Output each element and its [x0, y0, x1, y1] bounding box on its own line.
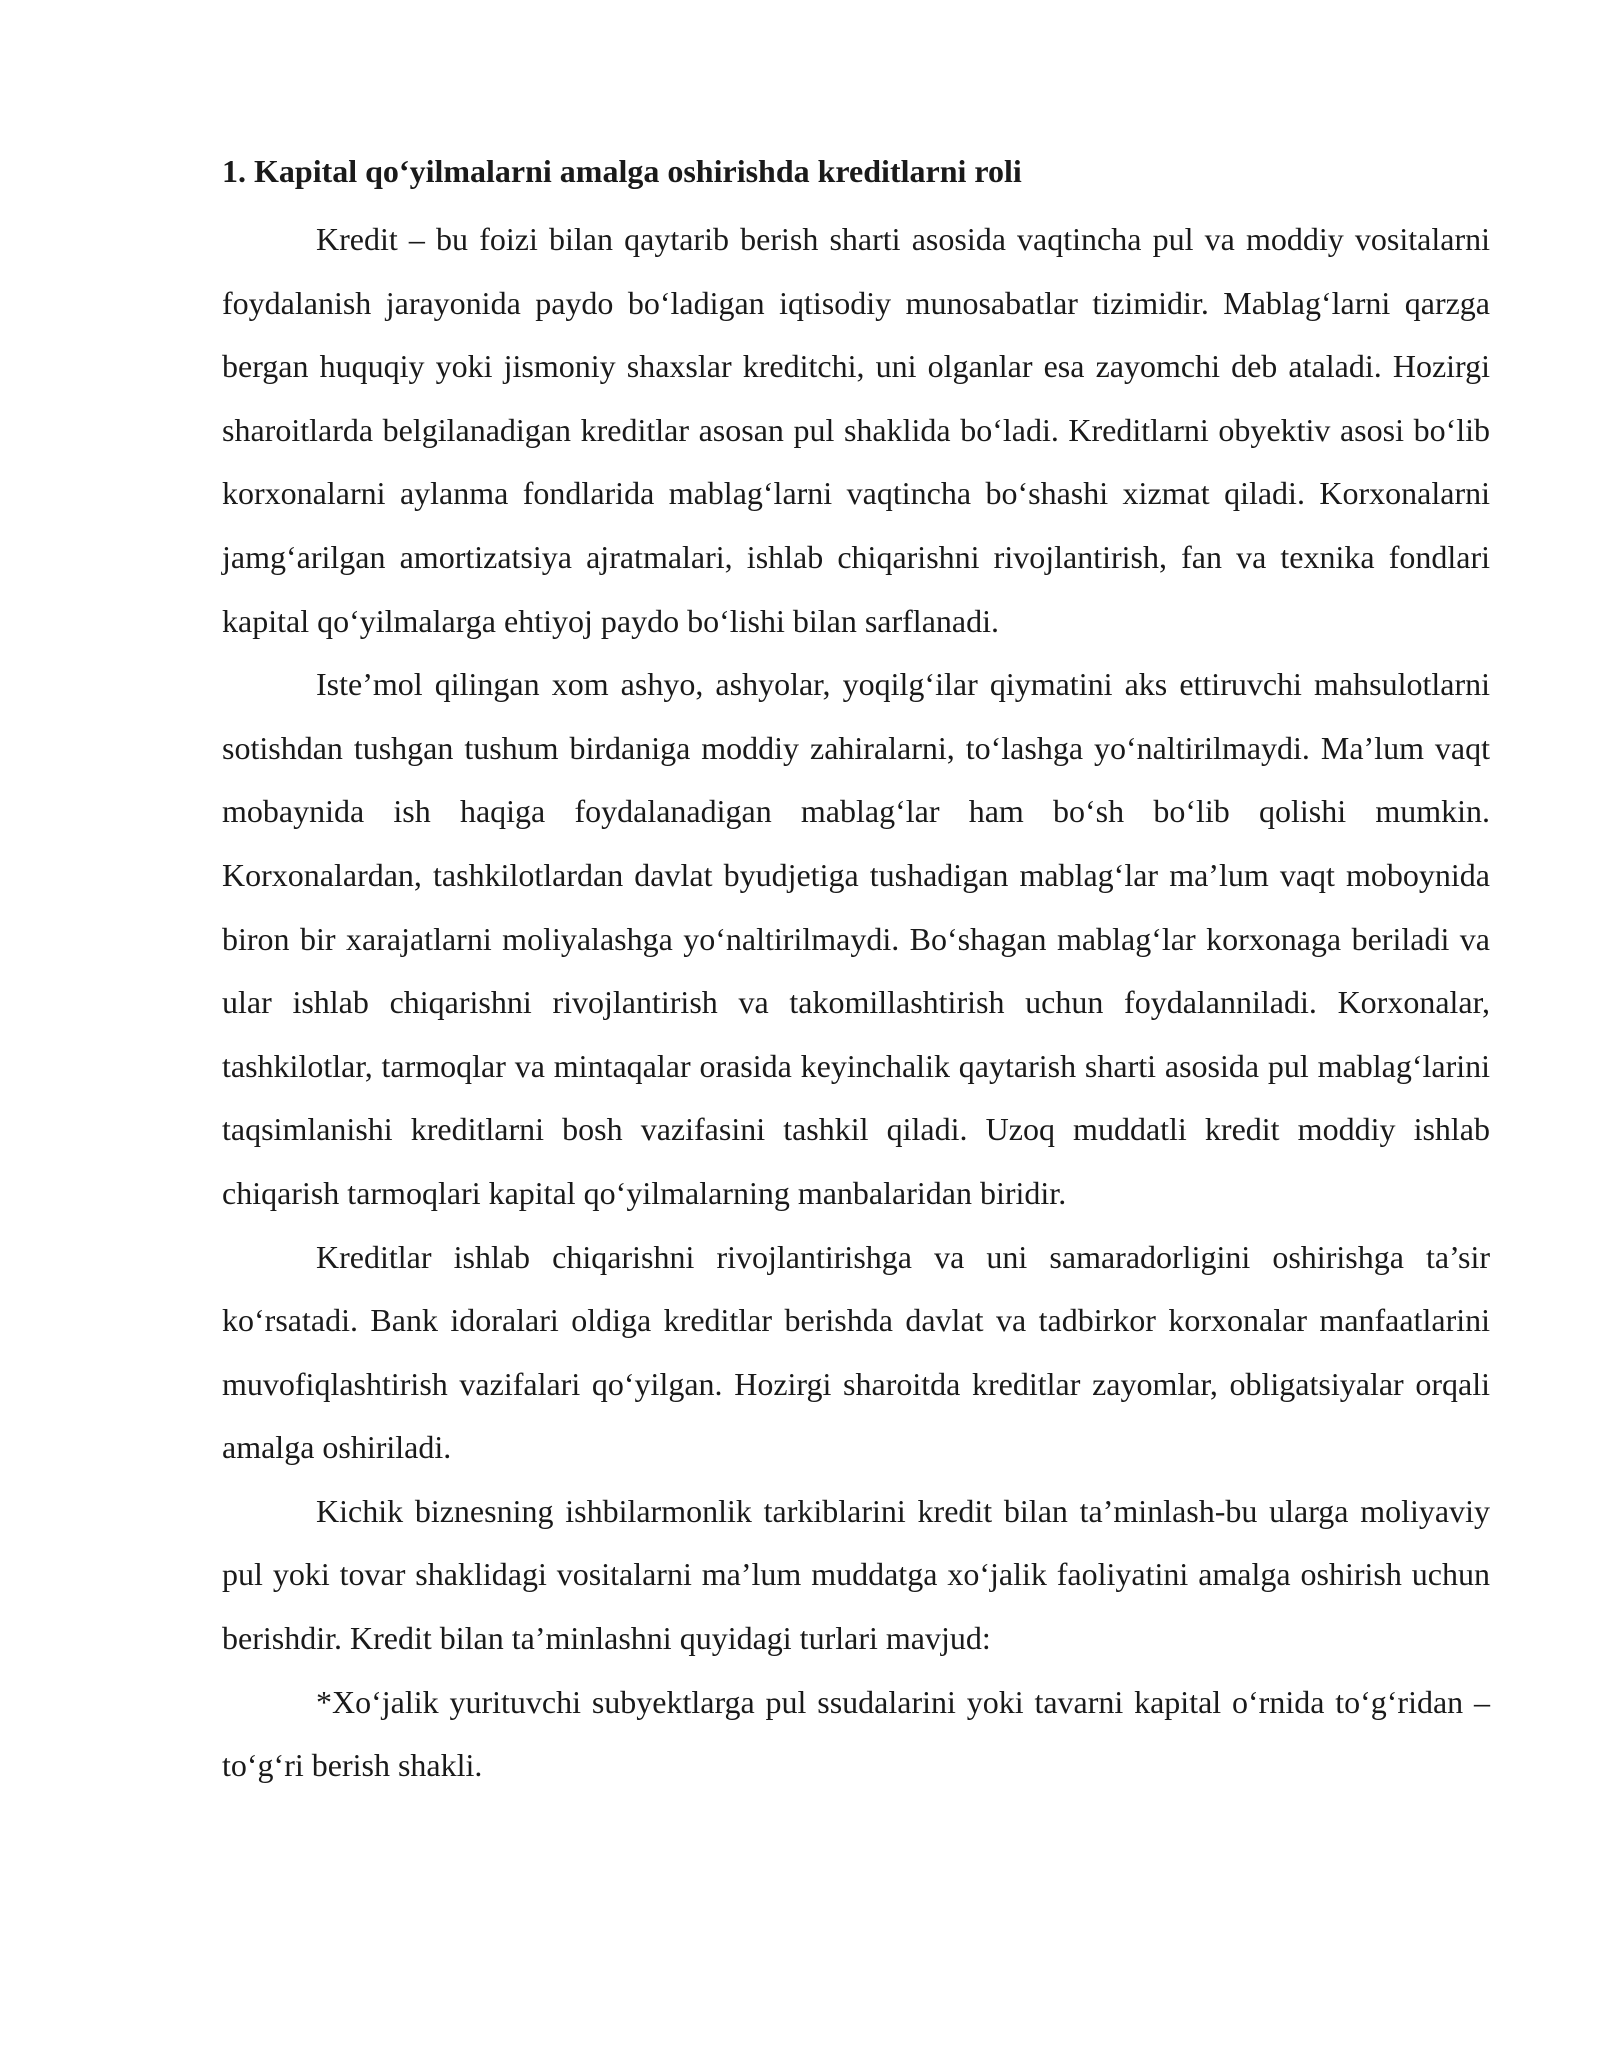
paragraph-4: Kichik biznesning ishbilarmonlik tarkiblarini kredit bilan ta’minlash-bu ularga moliyaviy pul yoki tovar shaklidagi vositalarni ma’lum muddatga xo‘jalik faoliyatini amalga oshirish uchun berishdir. Kredit bilan ta’minlashni quyidagi turlari mavjud: — [222, 1492, 1490, 1657]
paragraph-1: Kredit – bu foizi bilan qaytarib berish sharti asosida vaqtincha pul va moddiy vositalarni foydalanish jarayonida paydo bo‘ladigan iqtisodiy munosabatlar tizimidir. Mablag‘larni qarzga bergan huquqiy yoki jismoniy shaxslar kreditchi, uni olganlar esa zayomchi deb ataladi. Hozirgi sharoitlarda belgilanadigan kreditlar asosan pul shaklida bo‘ladi. Kreditlarni obyektiv asosi bo‘lib korxonalarni aylanma fondlarida mablag‘larni vaqtincha bo‘shashi xizmat qiladi. Korxonalarni jamg‘arilgan amortizatsiya ajratmalari, ishlab chiqarishni rivojlantirish, fan va texnika fondlari kapital qo‘yilmalarga ehtiyoj paydo bo‘lishi bilan sarflanadi. — [222, 221, 1490, 639]
section-heading: 1. Kapital qo‘yilmalarni amalga oshirishda kreditlarni roli — [222, 153, 1022, 189]
paragraph-2: Iste’mol qilingan xom ashyo, ashyolar, yoqilg‘ilar qiymatini aks ettiruvchi mahsulotlarni sotishdan tushgan tushum birdaniga moddiy zahiralarni, to‘lashga yo‘naltirilmaydi. Ma’lum vaqt mobaynida ish haqiga foydalanadigan mablag‘lar ham bo‘sh bo‘lib qolishi mumkin. Korxonalardan, tashkilotlardan davlat byudjetiga tushadigan mablag‘lar ma’lum vaqt moboynida biron bir xarajatlarni moliyalashga yo‘naltirilmaydi. Bo‘shagan mablag‘lar korxonaga beriladi va ular ishlab chiqarishni rivojlantirish va takomillashtirish uchun foydalanniladi. Korxonalar, tashkilotlar, tarmoqlar va mintaqalar orasida keyinchalik qaytarish sharti asosida pul mablag‘larini taqsimlanishi kreditlarni bosh vazifasini tashkil qiladi. Uzoq muddatli kredit moddiy ishlab chiqarish tarmoqlari kapital qo‘yilmalarning manbalaridan biridir. — [222, 666, 1490, 1211]
paragraph-3: Kreditlar ishlab chiqarishni rivojlantirishga va uni samaradorligini oshirishga ta’sir ko‘rsatadi. Bank idoralari oldiga kreditlar berishda davlat va tadbirkor korxonalar manfaatlarini muvofiqlashtirish vazifalari qo‘yilgan. Hozirgi sharoitda kreditlar zayomlar, obligatsiyalar orqali amalga oshiriladi. — [222, 1238, 1490, 1466]
paragraph-5: *Xo‘jalik yurituvchi subyektlarga pul ssudalarini yoki tavarni kapital o‘rnida to‘g‘ridan – to‘g‘ri berish shakli. — [222, 1683, 1490, 1784]
document-body — [222, 208, 1490, 1798]
